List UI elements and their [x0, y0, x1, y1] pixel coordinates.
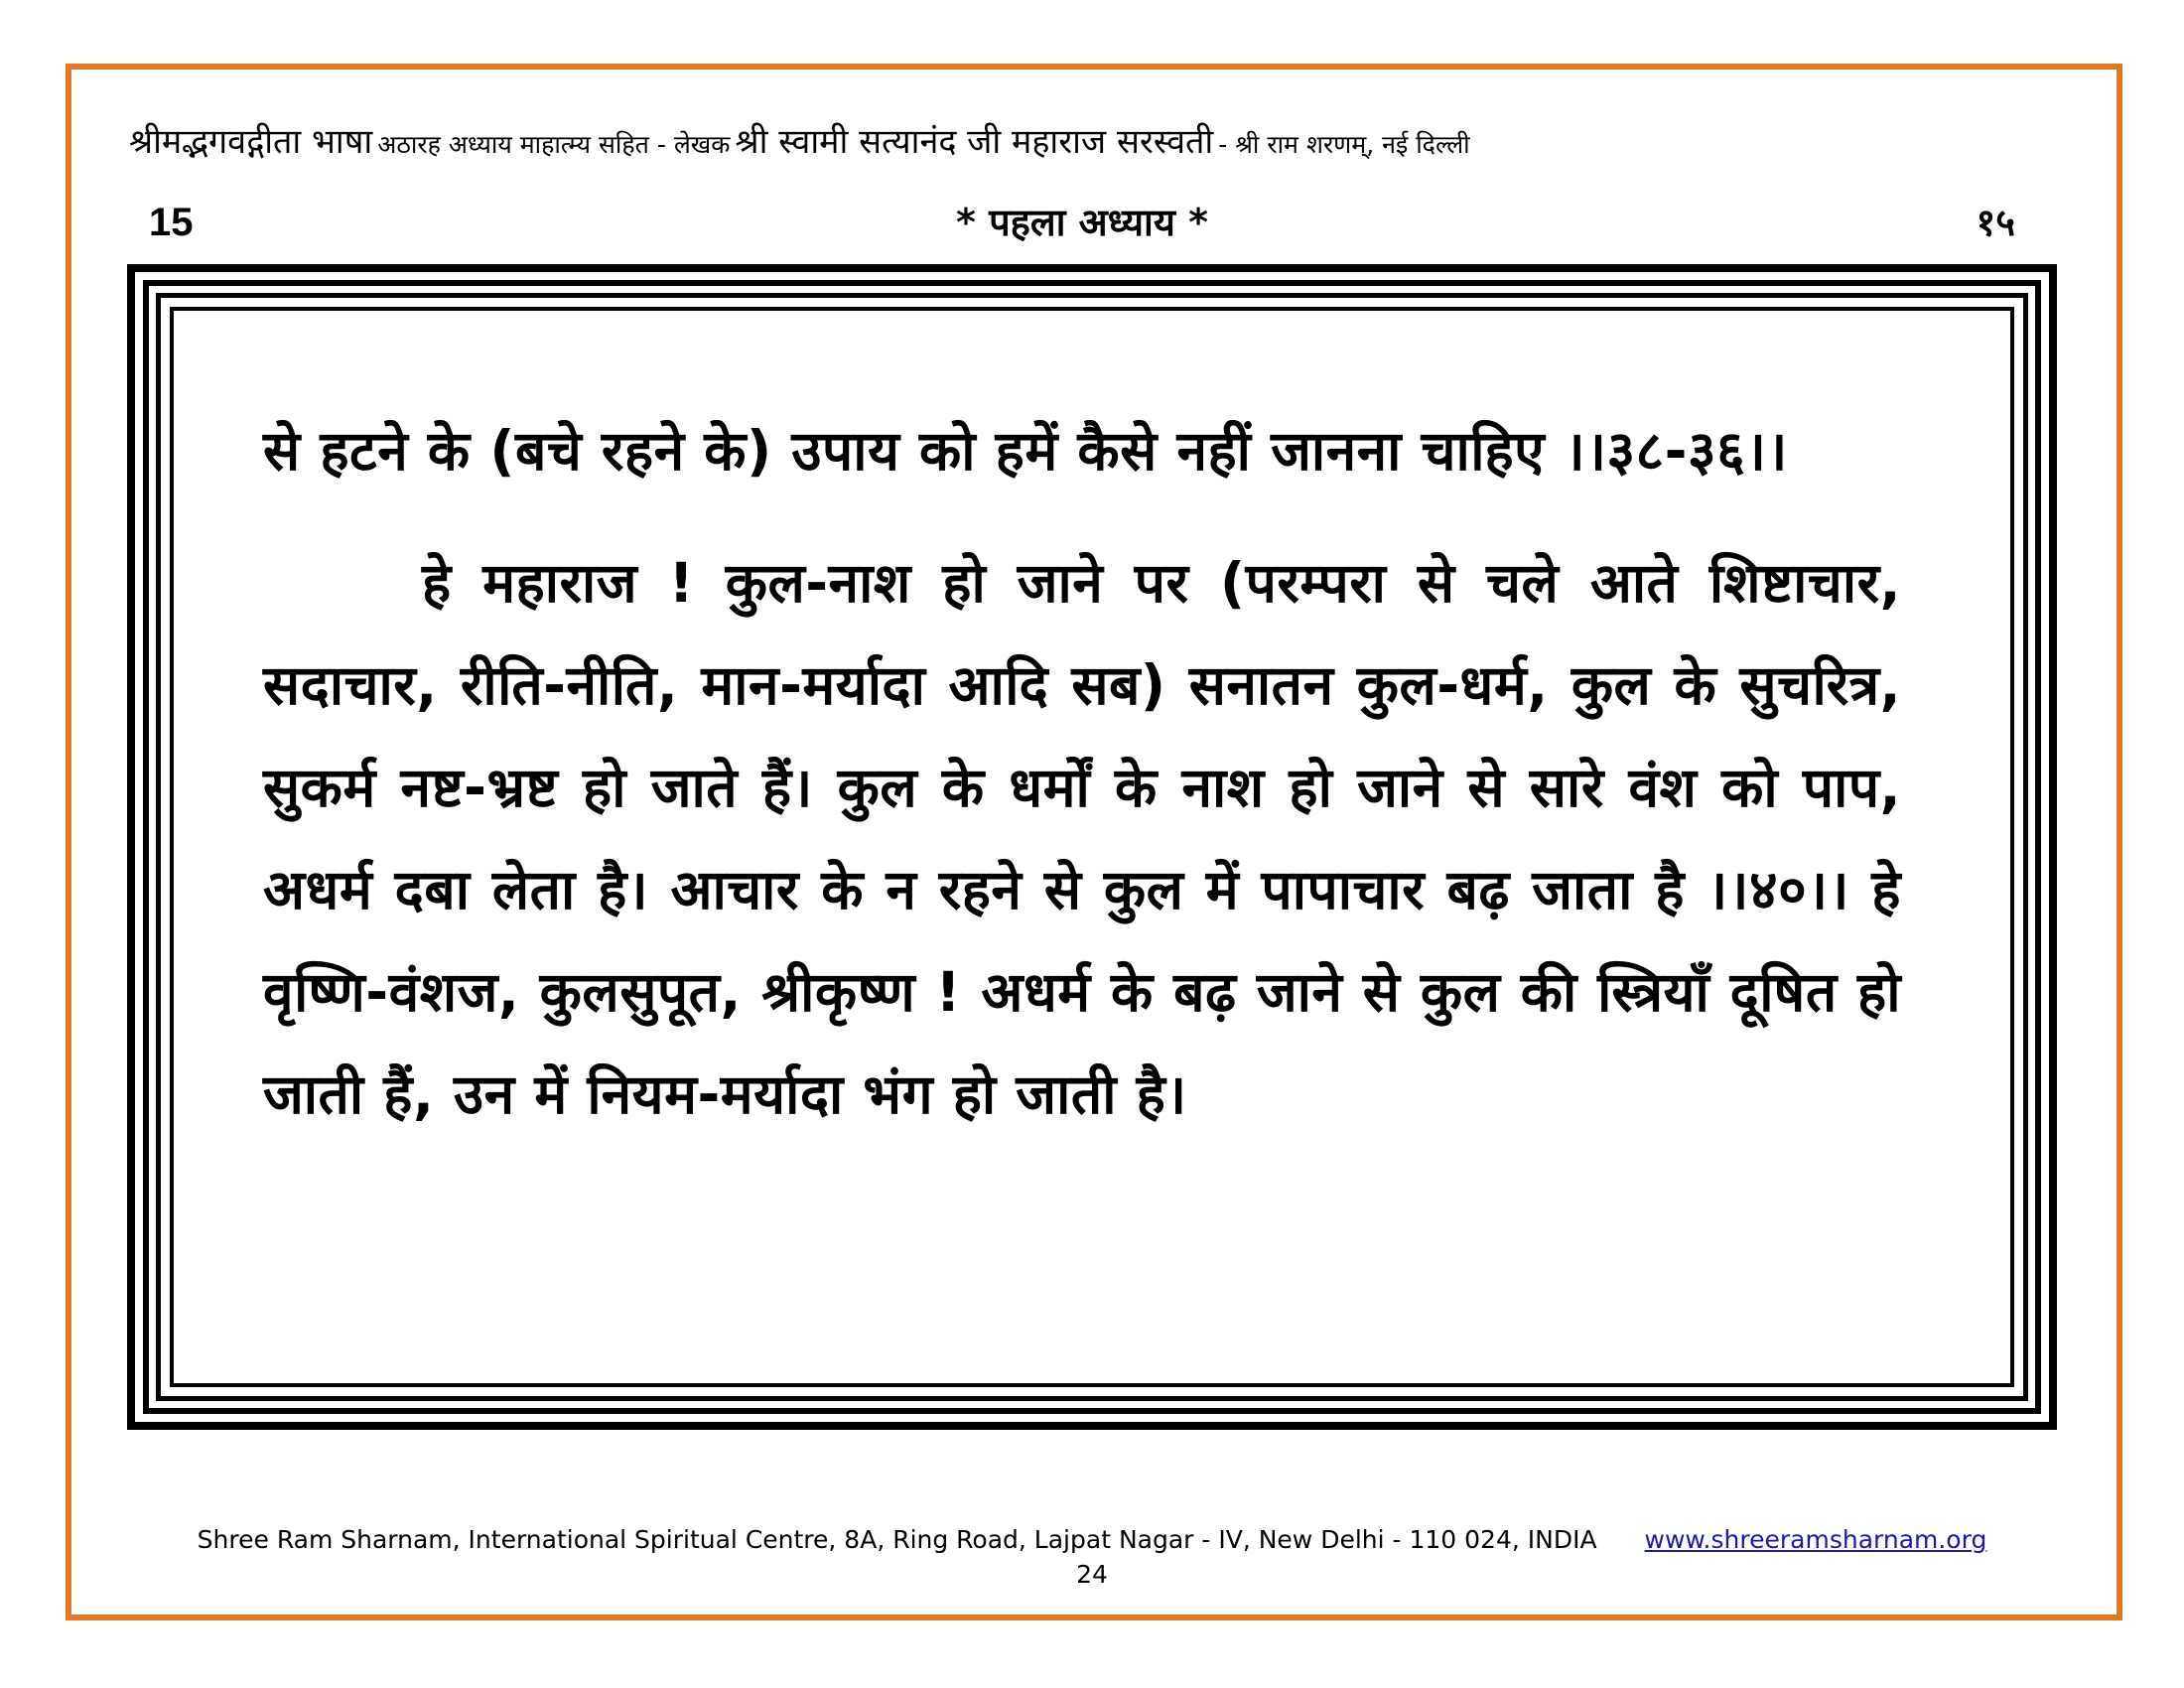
footer: [149, 1524, 2035, 1556]
verse-paragraph-2: हे महाराज ! कुल-नाश हो जाने पर (परम्परा से चले आते शिष्टाचार, सदाचार, रीति-नीति, मान-मर्यादा आदि सब) सनातन कुल-धर्म, कुल के सुचरित्र, सुकर्म नष्ट-भ्रष्ट हो जाते हैं। कुल के धर्मों के नाश हो जाने से सारे वंश को पाप, अधर्म दबा लेता है। आचार के न रहने से कुल में पापाचार बढ़ जाता है ।।४०।। हे वृष्णि-वंशज, कुलसुपूत, श्रीकृष्ण ! अधर्म के बढ़ जाने से कुल की स्त्रियाँ दूषित हो जाती हैं, उन में नियम-मर्यादा भंग हो जाती है।: [263, 551, 1901, 1126]
chapter-title: * पहला अध्याय *: [955, 201, 1209, 244]
website-link[interactable]: www.shreeramsharnam.org: [1644, 1525, 1987, 1554]
document-header: [129, 117, 2055, 173]
footer-page-number: 24: [1076, 1560, 1108, 1589]
verse-paragraph-1: से हटने के (बचे रहने के) उपाय को हमें कैसे नहीं जानना चाहिए ।।३८-३६।।: [263, 419, 1788, 483]
page-number-left: 15: [149, 201, 194, 244]
footer-address: Shree Ram Sharnam, International Spiritual Centre, 8A, Ring Road, Lajpat Nagar - IV, New Delhi - 110 024, INDIA: [197, 1525, 1597, 1554]
chapter-heading-row: [149, 195, 2015, 254]
verse-box-border: [127, 264, 2057, 1430]
page-number-right: १५: [1976, 201, 2015, 244]
book-subtitle: अठारह अध्याय माहात्म्य सहित - लेखक: [377, 130, 731, 159]
verse-text: [263, 400, 1901, 1146]
author-name: श्री स्वामी सत्यानंद जी महाराज सरस्वती: [735, 122, 1214, 162]
publisher-name: - श्री राम शरणम्, नई दिल्ली: [1218, 130, 1470, 159]
book-title: श्रीमद्भगवद्गीता भाषा: [129, 122, 373, 162]
